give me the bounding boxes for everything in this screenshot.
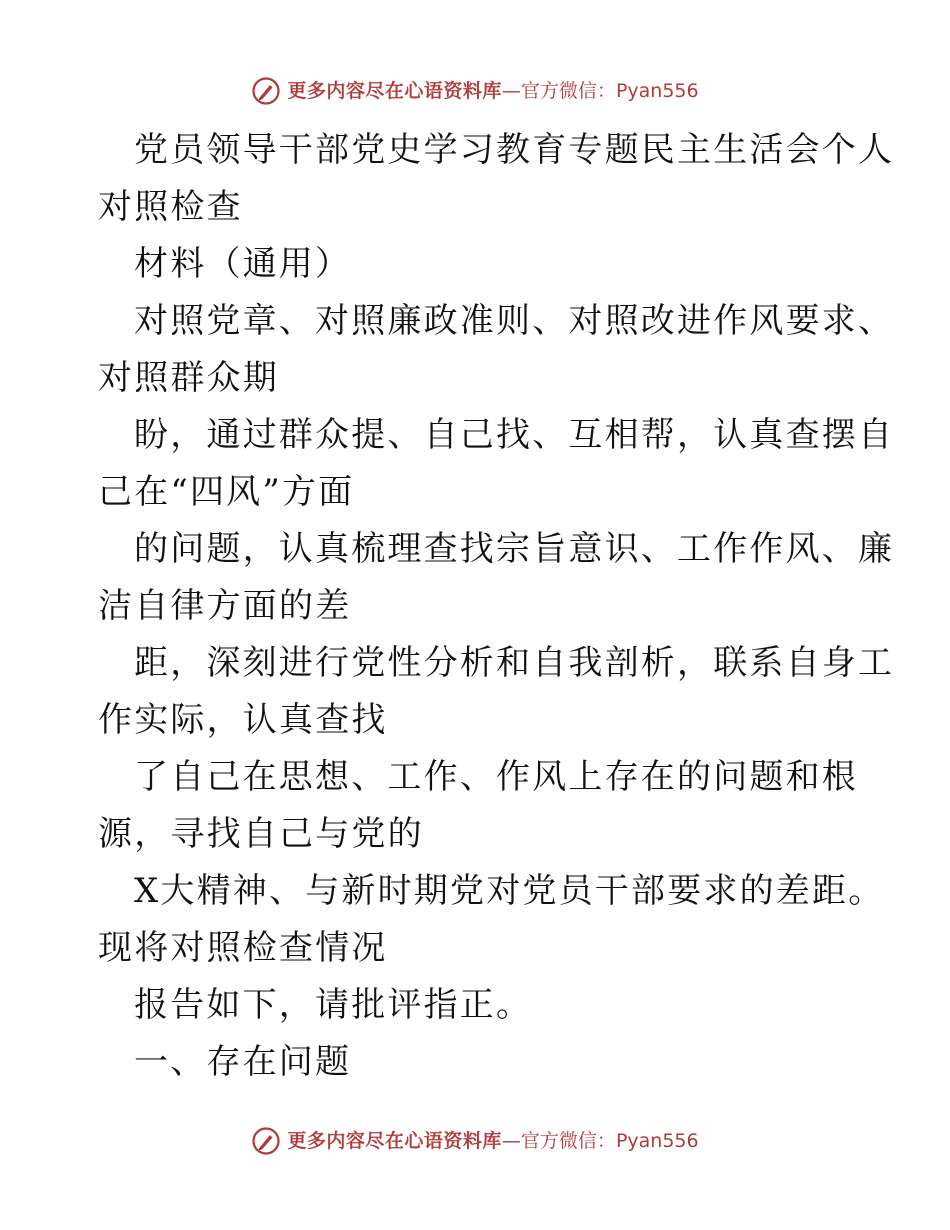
watermark-brand: 更多内容尽在心语资料库 bbox=[287, 1130, 502, 1152]
watermark-text bbox=[287, 78, 698, 104]
quill-logo-icon bbox=[251, 1126, 281, 1156]
watermark-text bbox=[287, 1128, 698, 1154]
document-body bbox=[0, 122, 950, 1091]
body-line: 现将对照检查情况 bbox=[98, 928, 388, 968]
quill-logo-icon bbox=[251, 76, 281, 106]
watermark-wechat-id: Pyan556 bbox=[615, 80, 699, 102]
header-watermark bbox=[0, 76, 950, 106]
watermark-wechat-label: 官方微信： bbox=[520, 80, 616, 102]
body-line: 盼，通过群众提、自己找、互相帮，认真查摆自 bbox=[134, 415, 895, 455]
body-line: 己在“四风”方面 bbox=[98, 472, 355, 512]
body-line: 距，深刻进行党性分析和自我剖析，联系自身工 bbox=[134, 643, 895, 683]
body-line: 报告如下，请批评指正。 bbox=[134, 985, 533, 1025]
watermark-wechat-label: 官方微信： bbox=[520, 1130, 616, 1152]
body-line: X大精神、与新时期党对党员干部要求的差距。 bbox=[134, 871, 885, 911]
title-line-3: 材料（通用） bbox=[134, 244, 352, 284]
title-line-1: 党员领导干部党史学习教育专题民主生活会个人 bbox=[134, 130, 895, 170]
title-line-2: 对照检查 bbox=[98, 187, 243, 227]
body-line: 对照党章、对照廉政准则、对照改进作风要求、 bbox=[134, 301, 895, 341]
watermark-separator: — bbox=[501, 1130, 521, 1152]
body-line: 对照群众期 bbox=[98, 358, 279, 398]
body-line: 洁自律方面的差 bbox=[98, 586, 352, 626]
body-line: 作实际，认真查找 bbox=[98, 700, 388, 740]
watermark-separator: — bbox=[501, 80, 521, 102]
body-line: 的问题，认真梳理查找宗旨意识、工作作风、廉 bbox=[134, 529, 895, 569]
section-heading: 一、存在问题 bbox=[134, 1042, 352, 1082]
body-line: 了自己在思想、工作、作风上存在的问题和根 bbox=[134, 757, 858, 797]
watermark-wechat-id: Pyan556 bbox=[615, 1130, 699, 1152]
body-line: 源，寻找自己与党的 bbox=[98, 814, 424, 854]
watermark-brand: 更多内容尽在心语资料库 bbox=[287, 80, 502, 102]
footer-watermark bbox=[0, 1126, 950, 1156]
